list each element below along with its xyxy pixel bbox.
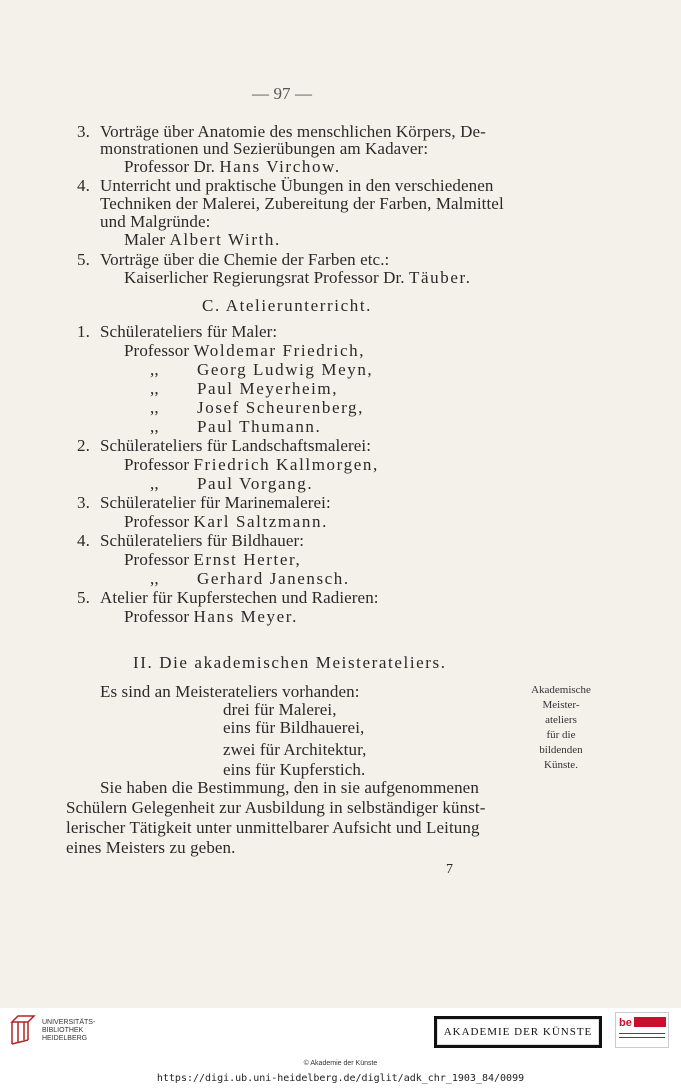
item-text: und Malgründe: — [100, 212, 211, 231]
teacher-line — [124, 455, 379, 475]
teacher-name: Karl Saltzmann. — [193, 512, 328, 531]
source-url[interactable]: https://digi.ub.uni-heidelberg.de/diglit/adk_chr_1903_84/0099 — [156, 1073, 525, 1084]
item-number: 4. — [77, 176, 90, 195]
item-number: 1. — [77, 322, 90, 341]
teacher-prefix: Kaiserlicher Regierungsrat Professor Dr. — [124, 268, 405, 287]
svg-text:be: be — [619, 1017, 632, 1029]
teacher-line — [124, 607, 298, 627]
teacher-prefix: Professor Dr. — [124, 157, 216, 176]
teacher-prefix: Maler — [124, 230, 166, 249]
teacher-line — [124, 268, 472, 288]
teacher-line — [124, 512, 328, 532]
margin-note-line: Akademische — [531, 684, 591, 696]
item-title: Schüleratelier für Marinemalerei: — [100, 493, 331, 512]
ditto-mark: ,, — [150, 569, 159, 588]
list-item: drei für Malerei, — [223, 700, 337, 719]
margin-note-line: für die — [546, 729, 576, 741]
item-number: 3. — [77, 122, 90, 141]
teacher-prefix: Professor — [124, 512, 190, 531]
margin-note-line: Künste. — [544, 759, 578, 771]
teacher-name: Woldemar Friedrich, — [193, 341, 366, 360]
item-text: Vorträge über die Chemie der Farben etc.: — [100, 250, 390, 269]
item-text: monstrationen und Sezierübungen am Kadaver: — [100, 139, 429, 158]
teacher-name: Hans Meyer. — [193, 607, 298, 626]
akademie-der-kuenste-logo[interactable] — [434, 1016, 602, 1048]
item-number: 5. — [77, 588, 90, 607]
page-number-header: — 97 — — [252, 84, 313, 103]
margin-note — [512, 683, 610, 773]
adk-label: AKADEMIE DER KÜNSTE — [437, 1019, 599, 1045]
teacher-name: Gerhard Janensch. — [197, 569, 350, 588]
teacher-name: Täuber. — [409, 268, 472, 287]
teacher-prefix: Professor — [124, 550, 190, 569]
teacher-name: Friedrich Kallmorgen, — [193, 455, 379, 474]
copyright-credit: © Akademie der Künste — [303, 1060, 378, 1067]
library-name-line: BIBLIOTHEK — [42, 1027, 84, 1034]
item-title: Schülerateliers für Bildhauer: — [100, 531, 305, 550]
section-heading: C. Atelierunterricht. — [202, 296, 373, 315]
item-text: Techniken der Malerei, Zubereitung der Farben, Malmittel — [100, 194, 504, 213]
teacher-name: Paul Vorgang. — [197, 474, 314, 493]
signature-mark: 7 — [446, 862, 454, 877]
section-heading: II. Die akademischen Meisterateliers. — [133, 653, 447, 672]
ditto-mark: ,, — [150, 474, 159, 493]
university-library-name — [42, 1019, 95, 1043]
ditto-mark: ,, — [150, 379, 159, 398]
teacher-prefix: Professor — [124, 341, 190, 360]
teacher-prefix: Professor — [124, 455, 190, 474]
teacher-line — [124, 550, 301, 570]
margin-note-line: Meister- — [542, 699, 580, 711]
berlin-logo-icon[interactable] — [615, 1012, 669, 1048]
teacher-name: Albert Wirth. — [169, 230, 281, 249]
teacher-line — [124, 157, 341, 177]
paragraph-line: Sie haben die Bestimmung, den in sie aufgenommenen — [100, 778, 479, 797]
ditto-mark: ,, — [150, 398, 159, 417]
item-number: 5. — [77, 250, 90, 269]
university-library-logo-icon — [8, 1012, 38, 1048]
teacher-prefix: Professor — [124, 607, 190, 626]
margin-note-line: ateliers — [545, 714, 577, 726]
margin-note-line: bildenden — [539, 744, 583, 756]
list-item: eins für Kupferstich. — [223, 760, 366, 779]
teacher-line — [124, 230, 281, 250]
item-text: Vorträge über Anatomie des menschlichen Körpers, De- — [100, 122, 486, 141]
library-name-line: UNIVERSITÄTS- — [42, 1019, 96, 1026]
teacher-name: Paul Meyerheim, — [197, 379, 339, 398]
item-title: Atelier für Kupferstechen und Radieren: — [100, 588, 379, 607]
teacher-line — [124, 341, 365, 361]
item-title: Schülerateliers für Landschaftsmalerei: — [100, 436, 372, 455]
paragraph-line: eines Meisters zu geben. — [66, 838, 236, 857]
list-item: eins für Bildhauerei, — [223, 718, 365, 737]
intro-text: Es sind an Meisterateliers vorhanden: — [100, 682, 360, 701]
item-title: Schülerateliers für Maler: — [100, 322, 278, 341]
list-item: zwei für Architektur, — [223, 740, 367, 759]
teacher-name: Ernst Herter, — [193, 550, 302, 569]
teacher-name: Josef Scheurenberg, — [197, 398, 364, 417]
teacher-name: Paul Thumann. — [197, 417, 322, 436]
library-name-line: HEIDELBERG — [42, 1035, 88, 1042]
ditto-mark: ,, — [150, 360, 159, 379]
paragraph-line: lerischer Tätigkeit unter unmittelbarer Aufsicht und Leitung — [66, 818, 480, 837]
item-number: 2. — [77, 436, 90, 455]
teacher-name: Hans Virchow. — [219, 157, 341, 176]
paragraph-line: Schülern Gelegenheit zur Ausbildung in selbständiger künst- — [66, 798, 486, 817]
item-number: 3. — [77, 493, 90, 512]
teacher-name: Georg Ludwig Meyn, — [197, 360, 374, 379]
ditto-mark: ,, — [150, 417, 159, 436]
item-number: 4. — [77, 531, 90, 550]
item-text: Unterricht und praktische Übungen in den verschiedenen — [100, 176, 494, 195]
